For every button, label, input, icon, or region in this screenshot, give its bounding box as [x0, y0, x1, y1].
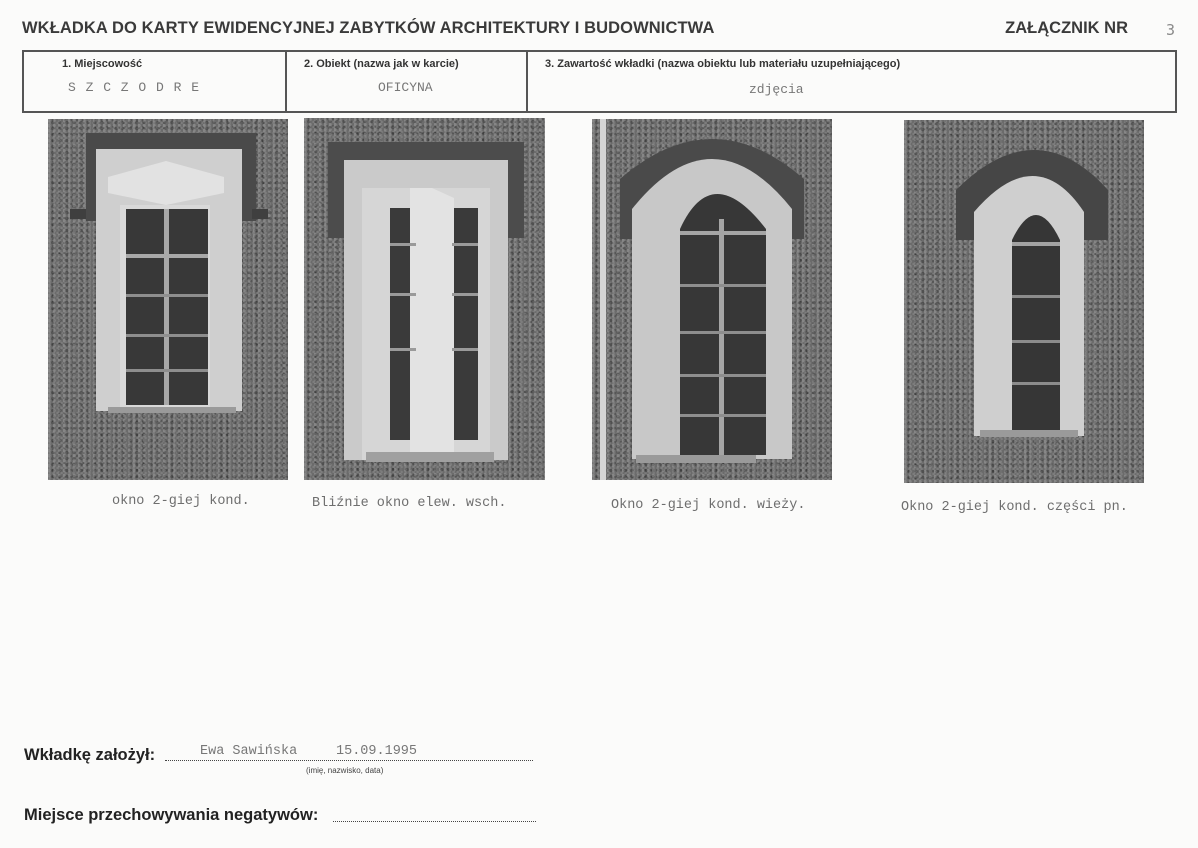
photo-1: [48, 119, 288, 480]
field-divider-left-edge: [22, 51, 24, 112]
window-rect-illustration: [48, 119, 288, 480]
created-by-name: Ewa Sawińska: [200, 744, 298, 759]
photo-2: [304, 118, 545, 480]
locality-value: S Z C Z O D R E: [68, 80, 201, 95]
field-divider-1: [285, 51, 287, 112]
form-title: WKŁADKA DO KARTY EWIDENCYJNEJ ZABYTKÓW ARCHITEKTURY I BUDOWNICTWA: [22, 19, 715, 37]
top-rule: [22, 50, 1177, 52]
fields-bottom-rule: [22, 111, 1177, 113]
object-value: OFICYNA: [378, 80, 433, 95]
storage-dotted-line: [333, 821, 536, 822]
photo-4: [904, 120, 1144, 483]
photo-1-caption: okno 2-giej kond.: [112, 494, 250, 509]
field-divider-2: [526, 51, 528, 112]
created-by-dotted-line: [165, 760, 533, 761]
content-value: zdjęcia: [749, 82, 804, 97]
photo-3: [592, 119, 832, 480]
content-label: 3. Zawartość wkładki (nazwa obiektu lub materiału uzupełniającego): [545, 58, 901, 70]
object-label: 2. Obiekt (nazwa jak w karcie): [304, 58, 459, 70]
photo-4-caption: Okno 2-giej kond. części pn.: [901, 500, 1128, 515]
window-gothic-illustration: [592, 119, 832, 480]
created-by-date: 15.09.1995: [336, 744, 418, 759]
created-by-label: Wkładkę założył:: [24, 746, 156, 764]
window-gothic-narrow-illustration: [904, 120, 1144, 483]
window-twin-illustration: [304, 118, 545, 480]
locality-label: 1. Miejscowość: [62, 58, 143, 70]
created-by-hint: (imię, nazwisko, data): [306, 766, 384, 775]
storage-label: Miejsce przechowywania negatywów:: [24, 806, 319, 824]
annex-label: ZAŁĄCZNIK NR: [1005, 19, 1128, 37]
field-divider-right-edge: [1175, 51, 1177, 112]
photo-3-caption: Okno 2-giej kond. wieży.: [611, 498, 806, 513]
annex-number: 3: [1166, 21, 1176, 39]
photo-2-caption: Bliźnie okno elew. wsch.: [312, 496, 507, 511]
